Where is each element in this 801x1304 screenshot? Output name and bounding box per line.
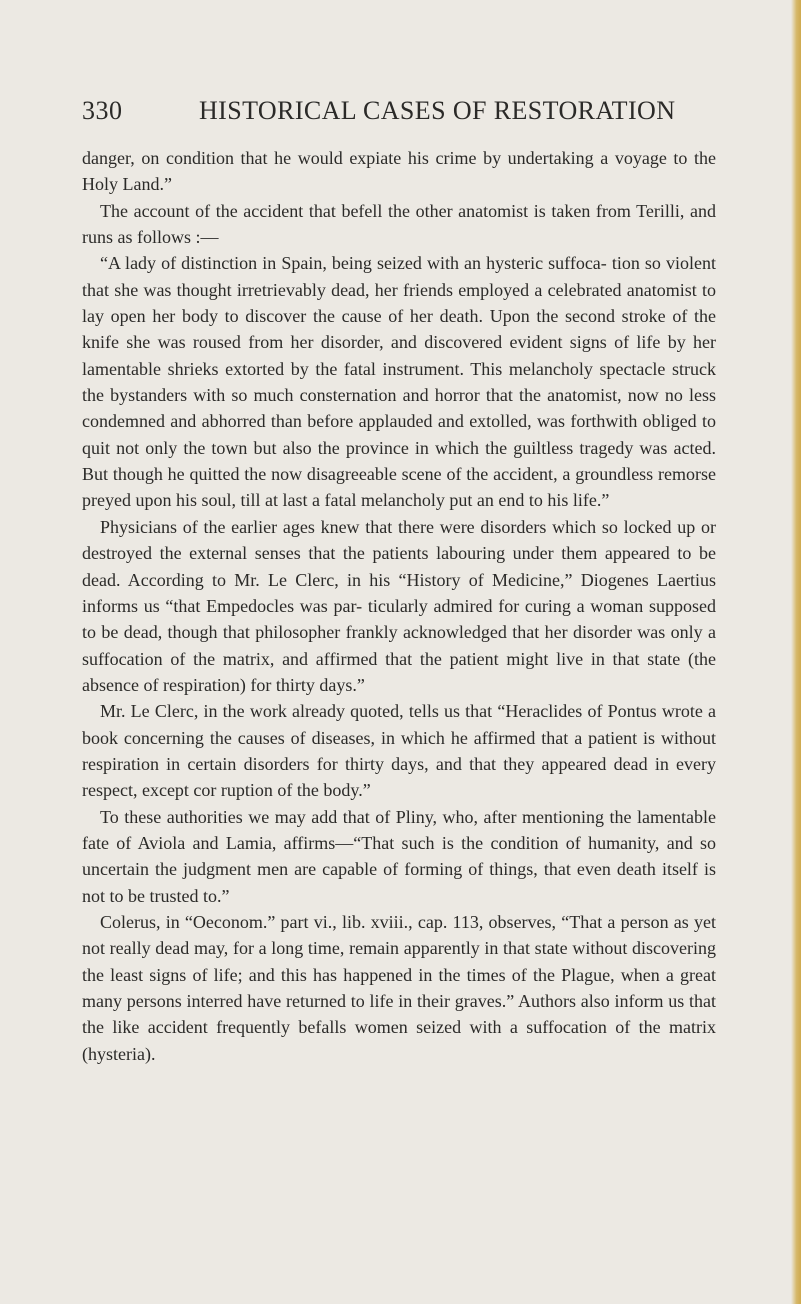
page-number: 330 (82, 96, 123, 125)
paragraph: Physicians of the earlier ages knew that there were disorders which so locked up or destroyed the external senses that the patients labouring under them appeared to be dead. According to Mr. Le Clerc, in his “History of Medicine,” Diogenes Laertius informs us “that Empedocles was par- ticularly admired for curing a woman supposed to be dead, though that philosopher frankly acknowledged that her disorder was only a suffocation of the matrix, and affirmed that the patient might live in that state (the absence of respiration) for thirty days.” (82, 516, 716, 695)
paragraph: Mr. Le Clerc, in the work already quoted, tells us that “Heraclides of Pontus wrote a book concerning the causes of diseases, in which he affirmed that a patient is without respiration in certain disorders for thirty days, and that they appeared dead in every respect, except cor ruption of the body.” (82, 701, 716, 801)
running-head: HISTORICAL CASES OF RESTORATION (199, 96, 676, 125)
page-header (82, 96, 682, 130)
page-edge (791, 0, 801, 1304)
paragraph: The account of the accident that befell the other anatomist is taken from Terilli, and runs as follows :— (82, 200, 716, 248)
paragraph: Colerus, in “Oeconom.” part vi., lib. xviii., cap. 113, observes, “That a person as yet not really dead may, for a long time, remain apparently in that state without discovering the least signs of life; and this has happened in the times of the Plague, when a great many persons interred have returned to life in their graves.” Authors also inform us that the like accident frequently befalls women seized with a suffocation of the matrix (hysteria). (82, 911, 716, 1064)
paragraph-continuation: danger, on condition that he would expiate his crime by undertaking a voyage to the Holy Land.” (82, 148, 716, 195)
body-text (82, 145, 716, 1067)
paragraph: To these authorities we may add that of Pliny, who, after mentioning the lamentable fate of Aviola and Lamia, affirms—“That such is the condition of humanity, and so uncertain the judgment men are capable of forming of things, that even death itself is not to be trusted to.” (82, 806, 716, 906)
paragraph-quotation: “A lady of distinction in Spain, being seized with an hysteric suffoca- tion so violent that she was thought irretrievably dead, her friends employed a celebrated anatomist to lay open her body to discover the cause of her death. Upon the second stroke of the knife she was roused from her disorder, and discovered evident signs of life by her lamentable shrieks extorted by the fatal instrument. This melancholy spectacle struck the bystanders with so much consternation and horror that the anatomist, now no less condemned and abhorred than before applauded and extolled, was forthwith obliged to quit not only the town but also the province in which the guiltless tragedy was acted. But though he quitted the now disagreeable scene of the accident, a groundless remorse preyed upon his soul, till at last a fatal melancholy put an end to his life.” (82, 253, 716, 511)
